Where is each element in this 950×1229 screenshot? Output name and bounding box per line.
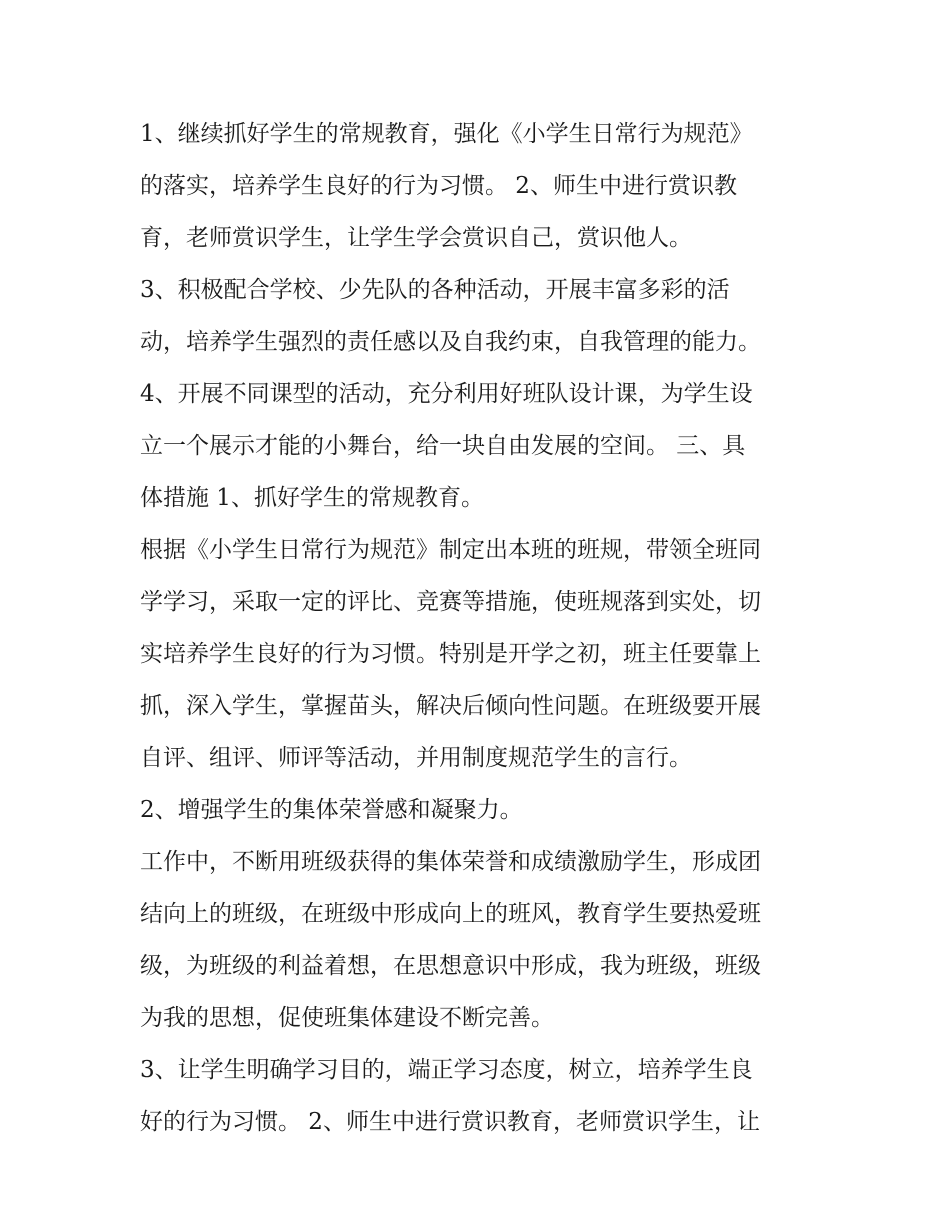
text-line: 体措施 1、抓好学生的常规教育。 bbox=[140, 485, 484, 511]
text-line: 育，老师赏识学生，让学生学会赏识自己，赏识他人。 bbox=[140, 225, 692, 251]
text-line: 为我的思想，促使班集体建设不断完善。 bbox=[140, 1005, 554, 1031]
text-line: 动，培养学生强烈的责任感以及自我约束，自我管理的能力。 bbox=[140, 329, 761, 355]
text-line: 实培养学生良好的行为习惯。特别是开学之初，班主任要靠上 bbox=[140, 641, 761, 667]
text-line: 根据《小学生日常行为规范》制定出本班的班规，带领全班同 bbox=[140, 537, 761, 563]
text-line: 的落实，培养学生良好的行为习惯。 2、师生中进行赏识教 bbox=[140, 173, 737, 199]
text-line: 2、增强学生的集体荣誉感和凝聚力。 bbox=[140, 797, 523, 823]
text-line: 立一个展示才能的小舞台，给一块自由发展的空间。 三、具 bbox=[140, 433, 746, 459]
text-line: 自评、组评、师评等活动，并用制度规范学生的言行。 bbox=[140, 745, 692, 771]
document-body bbox=[140, 108, 820, 1148]
text-line: 结向上的班级，在班级中形成向上的班风，教育学生要热爱班 bbox=[140, 901, 761, 927]
text-line: 抓，深入学生，掌握苗头，解决后倾向性问题。在班级要开展 bbox=[140, 693, 761, 719]
text-line: 3、积极配合学校、少先队的各种活动，开展丰富多彩的活 bbox=[140, 277, 730, 303]
text-line: 好的行为习惯。 2、师生中进行赏识教育，老师赏识学生，让 bbox=[140, 1109, 760, 1135]
text-line: 4、开展不同课型的活动，充分利用好班队设计课，为学生设 bbox=[140, 381, 753, 407]
text-line: 3、让学生明确学习目的，端正学习态度，树立，培养学生良 bbox=[140, 1057, 753, 1083]
text-line: 工作中，不断用班级获得的集体荣誉和成绩激励学生，形成团 bbox=[140, 849, 761, 875]
text-line: 级，为班级的利益着想，在思想意识中形成，我为班级，班级 bbox=[140, 953, 761, 979]
text-line: 1、继续抓好学生的常规教育，强化《小学生日常行为规范》 bbox=[140, 121, 753, 147]
text-line: 学学习，采取一定的评比、竞赛等措施，使班规落到实处，切 bbox=[140, 589, 761, 615]
